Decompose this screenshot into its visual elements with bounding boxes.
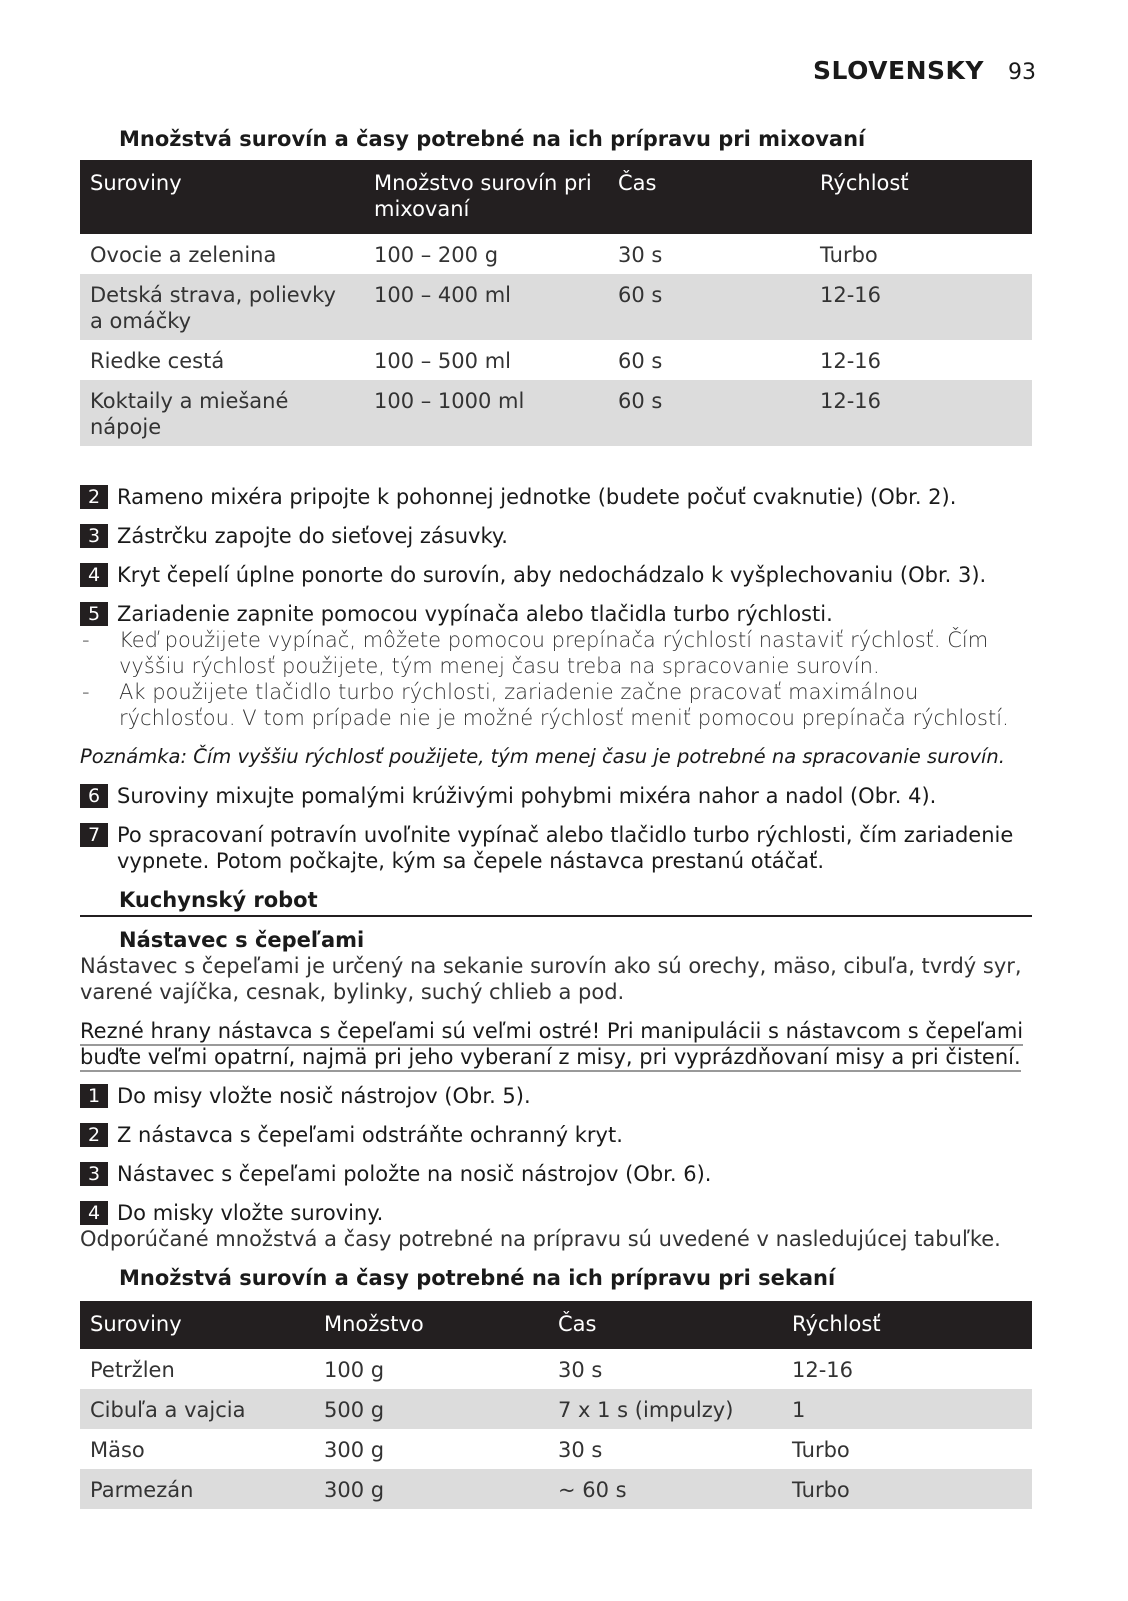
table-cell: 12-16 [820, 349, 882, 373]
table-row [80, 380, 1032, 446]
table-cell: Parmezán [80, 1469, 314, 1509]
step-number: 4 [80, 563, 108, 587]
table-cell: Turbo [820, 243, 878, 267]
step-text: Do misy vložte nosič nástrojov (Obr. 5). [117, 1084, 531, 1108]
table-cell: Ovocie a zelenina [90, 243, 277, 267]
step-text: Z nástavca s čepeľami odstráňte ochranný kryt. [117, 1123, 623, 1147]
step-text: Suroviny mixujte pomalými krúživými pohybmi mixéra nahor a nadol (Obr. 4). [117, 784, 937, 808]
step-number: 2 [80, 485, 108, 509]
step-number: 7 [80, 823, 108, 847]
table-cell: 100 – 400 ml [364, 274, 608, 340]
table-cell: Riedke cestá [90, 349, 225, 373]
table-cell: Petržlen [90, 1358, 175, 1382]
step-item [80, 783, 1032, 809]
table-cell: Turbo [782, 1469, 1032, 1509]
step-text: Zástrčku zapojte do sieťovej zásuvky. [117, 524, 508, 548]
chopping-table [80, 1301, 1032, 1509]
table-cell: Koktaily a miešané nápoje [80, 380, 364, 446]
table-cell: Cibuľa a vajcia [80, 1389, 314, 1429]
table1-caption: Množstvá surovín a časy potrebné na ich prípravu pri mixovaní [119, 127, 866, 151]
step-item [80, 484, 1032, 510]
step-item [80, 822, 1032, 874]
table-cell: 100 – 500 ml [374, 349, 511, 373]
column-header: Suroviny [80, 1301, 314, 1349]
page-number: 93 [1008, 60, 1036, 85]
step-number: 3 [80, 1162, 108, 1186]
step-text: Nástavec s čepeľami položte na nosič nástrojov (Obr. 6). [117, 1162, 712, 1186]
table-row [80, 340, 1032, 380]
table-cell: 300 g [314, 1469, 548, 1509]
step-number: 6 [80, 784, 108, 808]
page-content [80, 126, 1032, 1509]
table-cell: 7 x 1 s (impulzy) [548, 1389, 782, 1429]
bullet-dash: - [82, 628, 90, 652]
step-item [80, 1083, 1032, 1109]
bullet-item [80, 679, 1032, 731]
table-cell: 300 g [324, 1438, 385, 1462]
table-row [80, 1429, 1032, 1469]
mixing-table [80, 160, 1032, 446]
table-row [80, 1349, 1032, 1389]
table-row [80, 1469, 1032, 1509]
step-number: 5 [80, 602, 108, 626]
column-header: Suroviny [80, 160, 364, 234]
warning-text [80, 1018, 1032, 1070]
page-header [813, 56, 1036, 85]
section-title: Kuchynský robot [119, 888, 318, 912]
step-number: 4 [80, 1201, 108, 1225]
column-header: Množstvo [314, 1301, 548, 1349]
step-item [80, 1200, 1032, 1226]
step-item [80, 601, 1032, 627]
table-cell: 12-16 [810, 274, 1032, 340]
step-text: Zariadenie zapnite pomocou vypínača alebo tlačidla turbo rýchlosti. [117, 602, 833, 626]
step-number: 1 [80, 1084, 108, 1108]
table-cell: 12-16 [792, 1358, 854, 1382]
table-row [80, 234, 1032, 274]
table-cell: 30 s [618, 243, 663, 267]
column-header: Čas [608, 160, 810, 234]
table-header-row [80, 1301, 1032, 1349]
table-cell: 30 s [558, 1358, 603, 1382]
table-cell: 12-16 [810, 380, 1032, 446]
step-text: Rameno mixéra pripojte k pohonnej jednotke (budete počuť cvaknutie) (Obr. 2). [117, 485, 957, 509]
bullet-dash: - [82, 680, 90, 704]
table-cell: Turbo [792, 1438, 850, 1462]
table-row [80, 274, 1032, 340]
step-text: Kryt čepelí úplne ponorte do surovín, aby nedochádzalo k vyšplechovaniu (Obr. 3). [117, 563, 987, 587]
table-cell: 60 s [608, 274, 810, 340]
table-cell: Mäso [90, 1438, 145, 1462]
step-text: Po spracovaní potravín uvoľnite vypínač alebo tlačidlo turbo rýchlosti, čím zariadenie vypnete. Potom počkajte, kým sa čepele nástavca prestanú otáčať. [117, 823, 1014, 873]
column-header: Množstvo surovín pri mixovaní [364, 160, 608, 234]
table-cell: 500 g [314, 1389, 548, 1429]
table-cell: Detská strava, polievky a omáčky [80, 274, 364, 340]
table-cell: 30 s [558, 1438, 603, 1462]
table-cell: 60 s [618, 349, 663, 373]
table-cell: 100 g [324, 1358, 385, 1382]
column-header: Rýchlosť [782, 1301, 1032, 1349]
step-number: 3 [80, 524, 108, 548]
table-cell: 100 – 1000 ml [364, 380, 608, 446]
step-item [80, 1122, 1032, 1148]
intro-text: Nástavec s čepeľami je určený na sekanie surovín ako sú orechy, mäso, cibuľa, tvrdý syr, varené vajíčka, cesnak, bylinky, suchý chlieb a pod. [80, 954, 1022, 1004]
step-text: Do misky vložte suroviny. [117, 1201, 384, 1225]
table-row [80, 1389, 1032, 1429]
bullet-text: Keď použijete vypínač, môžete pomocou prepínača rýchlostí nastaviť rýchlosť. Čím vyššiu rýchlosť použijete, tým menej času treba na spracovanie surovín. [119, 628, 989, 678]
step-item [80, 1161, 1032, 1187]
step-item [80, 523, 1032, 549]
bullet-text: Ak použijete tlačidlo turbo rýchlosti, zariadenie začne pracovať maximálnou rýchlosťou. V tom prípade nie je možné rýchlosť meniť pomocou prepínača rýchlostí. [119, 680, 1009, 730]
table-header-row [80, 160, 1032, 234]
column-header: Rýchlosť [810, 160, 1032, 234]
subsection-title: Nástavec s čepeľami [119, 928, 365, 952]
table-cell: 1 [782, 1389, 1032, 1429]
table-cell: 100 – 200 g [374, 243, 499, 267]
table-cell: ~ 60 s [548, 1469, 782, 1509]
warning-underlined: Rezné hrany nástavca s čepeľami sú veľmi ostré! Pri manipulácii s nástavcom s čepeľami buďte veľmi opatrní, najmä pri jeho vyberaní z misy, pri vyprázdňovaní misy a pri čistení. [80, 1019, 1023, 1072]
bullet-item [80, 627, 1032, 679]
note-text: Poznámka: Čím vyššiu rýchlosť použijete, tým menej času je potrebné na spracovanie surovín. [80, 745, 1005, 768]
step-item [80, 562, 1032, 588]
column-header: Čas [548, 1301, 782, 1349]
table2-caption: Množstvá surovín a časy potrebné na ich prípravu pri sekaní [119, 1266, 836, 1290]
after-steps-text: Odporúčané množstvá a časy potrebné na prípravu sú uvedené v nasledujúcej tabuľke. [80, 1227, 1001, 1251]
table-cell: 60 s [608, 380, 810, 446]
language-label: SLOVENSKY [813, 56, 984, 85]
step-number: 2 [80, 1123, 108, 1147]
